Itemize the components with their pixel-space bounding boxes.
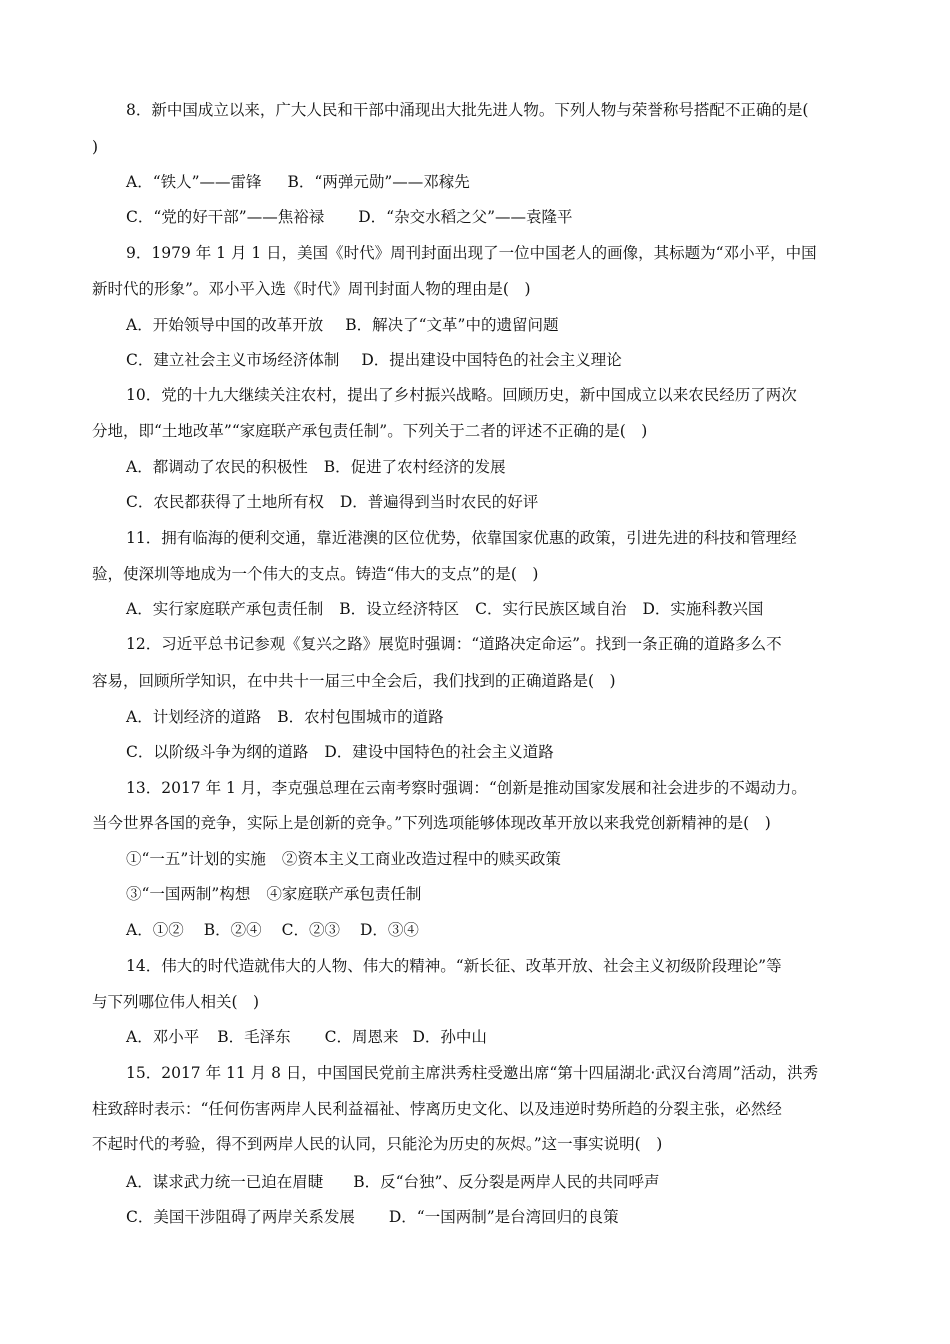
question-15-stem-line-1: 15．2017 年 11 月 8 日，中国国民党前主席洪秀柱受邀出席“第十四届湖北·武汉台湾周”活动，洪秀 xyxy=(126,1064,819,1082)
option-a: A．谋求武力统一已迫在眉睫 xyxy=(126,1173,324,1191)
question-15-options-row-2 xyxy=(126,1206,619,1228)
option-b: B．反“台独”、反分裂是两岸人民的共同呼声 xyxy=(353,1173,660,1191)
option-a: A．邓小平 xyxy=(126,1028,200,1046)
question-8-stem-line-1: 8．新中国成立以来，广大人民和干部中涌现出大批先进人物。下列人物与荣誉称号搭配不正确的是( xyxy=(126,101,809,119)
option-d: D．“一国两制”是台湾回归的良策 xyxy=(388,1208,619,1226)
question-8-options-row-1 xyxy=(126,171,470,193)
question-11-stem-line-1: 11．拥有临海的便利交通，靠近港澳的区位优势，依靠国家优惠的政策，引进先进的科技和管理经 xyxy=(126,529,797,547)
option-c: C．“党的好干部”——焦裕禄 xyxy=(126,208,325,226)
question-13-stem-line-2: 当今世界各国的竞争，实际上是创新的竞争。”下列选项能够体现改革开放以来我党创新精神的是( ) xyxy=(92,814,771,832)
option-a: A．计划经济的道路 xyxy=(126,708,262,726)
option-d: D．实施科教兴国 xyxy=(642,600,764,618)
option-c: C．②③ xyxy=(281,921,340,939)
question-11-options-row-1 xyxy=(126,598,763,620)
option-b: B．毛泽东 xyxy=(217,1028,291,1046)
question-15-stem-line-3: 不起时代的考验，得不到两岸人民的认同，只能沦为历史的灰烬。”这一事实说明( ) xyxy=(92,1135,663,1153)
option-a: A．都调动了农民的积极性 xyxy=(126,458,308,476)
option-c: C．美国干涉阻碍了两岸关系发展 xyxy=(126,1208,355,1226)
question-15-options-row-1 xyxy=(126,1171,659,1193)
question-10-stem-line-1: 10．党的十九大继续关注农村，提出了乡村振兴战略。回顾历史，新中国成立以来农民经历了两次 xyxy=(126,386,797,404)
option-a: A．开始领导中国的改革开放 xyxy=(126,316,324,334)
question-13-options-row-1 xyxy=(126,919,419,941)
option-b: B．促进了农村经济的发展 xyxy=(323,458,506,476)
question-9-options-row-2 xyxy=(126,349,622,371)
option-c: C．实行民族区域自治 xyxy=(475,600,627,618)
option-d: D．普遍得到当时农民的好评 xyxy=(339,493,539,511)
question-10-stem-line-2: 分地，即“土地改革”“家庭联产承包责任制”。下列关于二者的评述不正确的是( ) xyxy=(92,422,648,440)
option-d: D．建设中国特色的社会主义道路 xyxy=(324,743,554,761)
question-9-stem-line-2: 新时代的形象”。邓小平入选《时代》周刊封面人物的理由是( ) xyxy=(92,280,531,298)
option-d: D．③④ xyxy=(359,921,419,939)
option-d: D．提出建设中国特色的社会主义理论 xyxy=(361,351,622,369)
option-b: B．农村包围城市的道路 xyxy=(277,708,444,726)
option-b: B．“两弹元勋”——邓稼先 xyxy=(287,173,470,191)
option-b: B．解决了“文革”中的遗留问题 xyxy=(345,316,559,334)
option-b: B．设立经济特区 xyxy=(339,600,460,618)
question-8-stem-line-2: ) xyxy=(92,138,99,156)
statement-3: ③“一国两制”构想 xyxy=(126,885,251,903)
option-a: A．“铁人”——雷锋 xyxy=(126,173,262,191)
question-10-options-row-1 xyxy=(126,456,506,478)
question-12-stem-line-1: 12．习近平总书记参观《复兴之路》展览时强调：“道路决定命运”。找到一条正确的道路多么不 xyxy=(126,635,782,653)
question-11-stem-line-2: 验，使深圳等地成为一个伟大的支点。铸造“伟大的支点”的是( ) xyxy=(92,565,539,583)
question-13-stem-line-1: 13．2017 年 1 月，李克强总理在云南考察时强调：“创新是推动国家发展和社会进步的不竭动力。 xyxy=(126,779,807,797)
question-13-statements-row-1 xyxy=(126,848,561,870)
option-a: A．实行家庭联产承包责任制 xyxy=(126,600,324,618)
option-c: C．周恩来 xyxy=(324,1028,399,1046)
option-c: C．建立社会主义市场经济体制 xyxy=(126,351,340,369)
statement-2: ②资本主义工商业改造过程中的赎买政策 xyxy=(281,850,561,868)
option-b: B．②④ xyxy=(203,921,262,939)
option-d: D．孙中山 xyxy=(412,1028,487,1046)
question-15-stem-line-2: 柱致辞时表示：“任何伤害两岸人民利益福祉、悖离历史文化、以及违逆时势所趋的分裂主张，必然经 xyxy=(92,1100,782,1118)
question-12-options-row-1 xyxy=(126,706,444,728)
question-14-stem-line-2: 与下列哪位伟人相关( ) xyxy=(92,993,260,1011)
option-a: A．①② xyxy=(126,921,184,939)
question-10-options-row-2 xyxy=(126,491,538,513)
statement-1: ①“一五”计划的实施 xyxy=(126,850,266,868)
question-9-stem-line-1: 9．1979 年 1 月 1 日，美国《时代》周刊封面出现了一位中国老人的画像，其标题为“邓小平，中国 xyxy=(126,244,817,262)
option-c: C．以阶级斗争为纲的道路 xyxy=(126,743,309,761)
question-12-stem-line-2: 容易，回顾所学知识，在中共十一届三中全会后，我们找到的正确道路是( ) xyxy=(92,672,616,690)
question-8-options-row-2 xyxy=(126,206,573,228)
option-c: C．农民都获得了土地所有权 xyxy=(126,493,324,511)
question-14-options-row-1 xyxy=(126,1026,487,1048)
statement-4: ④家庭联产承包责任制 xyxy=(266,885,422,903)
question-14-stem-line-1: 14．伟大的时代造就伟大的人物、伟大的精神。“新长征、改革开放、社会主义初级阶段理论”等 xyxy=(126,957,782,975)
question-9-options-row-1 xyxy=(126,314,558,336)
question-13-statements-row-2 xyxy=(126,883,421,905)
option-d: D．“杂交水稻之父”——袁隆平 xyxy=(358,208,573,226)
question-12-options-row-2 xyxy=(126,741,554,763)
